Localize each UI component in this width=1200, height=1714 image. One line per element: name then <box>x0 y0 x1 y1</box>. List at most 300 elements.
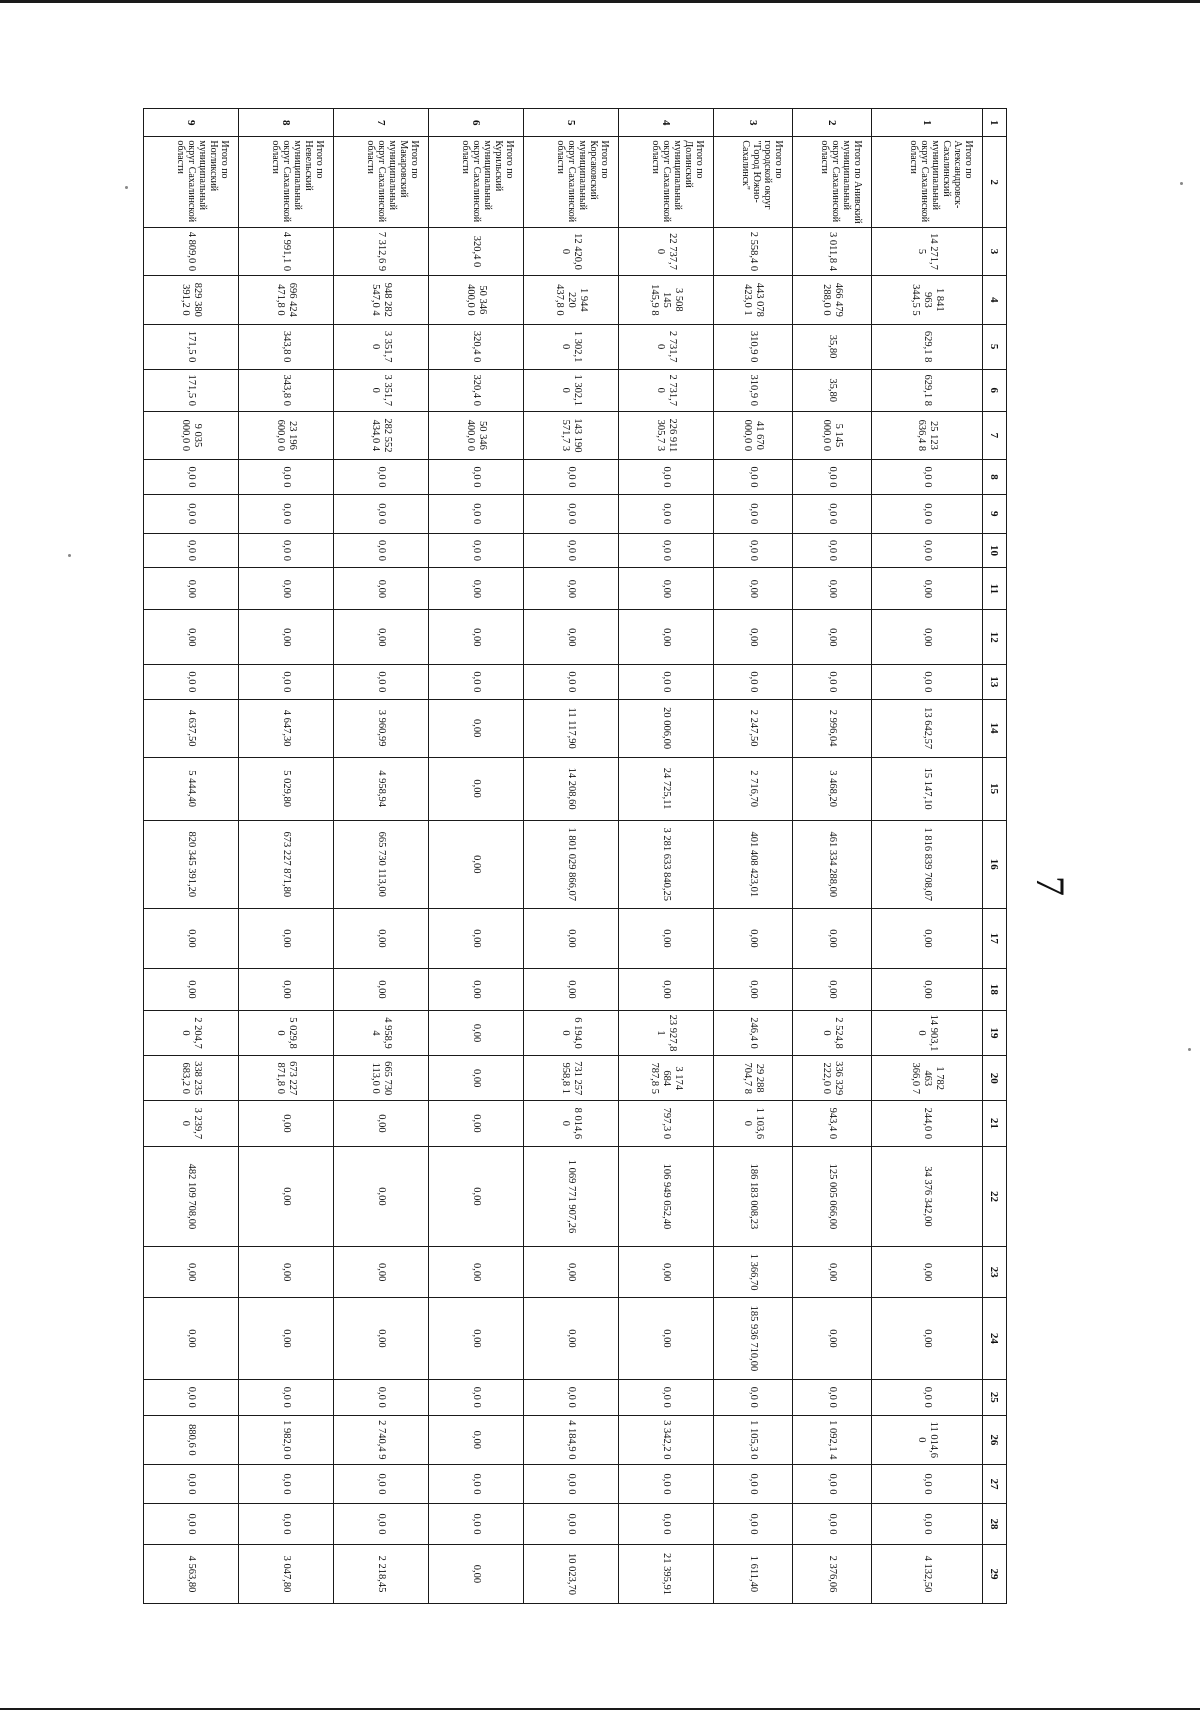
value-cell: 0,0 0 <box>239 460 334 495</box>
value-cell: 0,00 <box>333 568 428 610</box>
value-cell: 171,5 0 <box>144 369 239 411</box>
row-number-cell: 2 <box>792 109 871 137</box>
value-cell: 0,0 0 <box>713 1465 792 1504</box>
value-cell: 0,0 0 <box>523 1465 618 1504</box>
value-cell: 3 468,20 <box>792 757 871 820</box>
column-number-header: 23 <box>982 1247 1006 1297</box>
value-cell: 3 047,80 <box>239 1544 334 1603</box>
value-cell: 629,1 8 <box>871 369 982 411</box>
value-cell: 0,00 <box>871 968 982 1010</box>
value-cell: 0,00 <box>792 1297 871 1379</box>
value-cell: 0,00 <box>871 908 982 968</box>
value-cell: 1 982,0 0 <box>239 1415 334 1464</box>
municipality-name-cell: Итого по Долинский муниципальный округ Сахалинской области <box>618 137 713 227</box>
bottom-border-line <box>0 1708 1200 1710</box>
column-number-header: 27 <box>982 1465 1006 1504</box>
row-number-cell: 3 <box>713 109 792 137</box>
value-cell: 0,0 0 <box>333 460 428 495</box>
value-cell: 320,4 0 <box>428 227 523 275</box>
value-cell: 0,00 <box>871 610 982 665</box>
value-cell: 0,0 0 <box>871 1465 982 1504</box>
row-number-cell: 7 <box>333 109 428 137</box>
value-cell: 0,00 <box>239 568 334 610</box>
value-cell: 0,0 0 <box>333 533 428 568</box>
value-cell: 4 184,9 0 <box>523 1415 618 1464</box>
value-cell: 2 524,8 0 <box>792 1010 871 1055</box>
value-cell: 0,00 <box>523 1297 618 1379</box>
municipality-name-cell: Итого по Макаровский муниципальный округ Сахалинской области <box>333 137 428 227</box>
value-cell: 2 376,06 <box>792 1544 871 1603</box>
value-cell: 1 069 771 907,26 <box>523 1146 618 1247</box>
value-cell: 0,0 0 <box>618 1379 713 1415</box>
value-cell: 0,00 <box>792 908 871 968</box>
column-number-header: 10 <box>982 533 1006 568</box>
value-cell: 0,00 <box>523 908 618 968</box>
top-border-line <box>0 0 1200 3</box>
column-number-header: 5 <box>982 324 1006 369</box>
value-cell: 14 271,7 5 <box>871 227 982 275</box>
value-cell: 5 029,80 <box>239 757 334 820</box>
value-cell: 0,00 <box>428 1297 523 1379</box>
column-number-header: 16 <box>982 820 1006 908</box>
page-number: 7 <box>1028 876 1073 896</box>
value-cell: 0,0 0 <box>428 533 523 568</box>
value-cell: 0,00 <box>239 1247 334 1297</box>
table-row <box>333 109 428 1604</box>
value-cell: 696 424 471,8 0 <box>239 276 334 324</box>
value-cell: 0,0 0 <box>523 1503 618 1544</box>
value-cell: 0,0 0 <box>713 460 792 495</box>
value-cell: 0,0 0 <box>333 1465 428 1504</box>
value-cell: 4 958,94 <box>333 757 428 820</box>
column-number-header: 4 <box>982 276 1006 324</box>
value-cell: 0,00 <box>428 968 523 1010</box>
value-cell: 0,00 <box>333 968 428 1010</box>
value-cell: 0,0 0 <box>871 665 982 700</box>
column-number-header: 9 <box>982 494 1006 533</box>
value-cell: 0,0 0 <box>144 1503 239 1544</box>
value-cell: 0,00 <box>333 1146 428 1247</box>
value-cell: 0,00 <box>333 1297 428 1379</box>
value-cell: 482 109 708,00 <box>144 1146 239 1247</box>
value-cell: 0,0 0 <box>239 1503 334 1544</box>
row-number-cell: 9 <box>144 109 239 137</box>
value-cell: 2 731,7 0 <box>618 369 713 411</box>
value-cell: 29 288 704,7 8 <box>713 1056 792 1101</box>
value-cell: 3 239,7 0 <box>144 1101 239 1146</box>
value-cell: 0,0 0 <box>144 665 239 700</box>
column-number-header: 26 <box>982 1415 1006 1464</box>
value-cell: 0,00 <box>713 968 792 1010</box>
column-number-header: 28 <box>982 1503 1006 1544</box>
column-number-header: 8 <box>982 460 1006 495</box>
value-cell: 0,00 <box>144 968 239 1010</box>
value-cell: 4 958,9 4 <box>333 1010 428 1055</box>
header-row <box>982 109 1006 1604</box>
table-row <box>428 109 523 1604</box>
value-cell: 0,0 0 <box>333 1503 428 1544</box>
value-cell: 0,0 0 <box>239 1465 334 1504</box>
value-cell: 186 183 008,23 <box>713 1146 792 1247</box>
value-cell: 3 011,8 4 <box>792 227 871 275</box>
value-cell: 0,0 0 <box>428 460 523 495</box>
value-cell: 0,0 0 <box>792 1379 871 1415</box>
value-cell: 3 351,7 0 <box>333 324 428 369</box>
value-cell: 3 960,99 <box>333 699 428 757</box>
value-cell: 2 204,7 0 <box>144 1010 239 1055</box>
value-cell: 0,00 <box>144 610 239 665</box>
value-cell: 0,0 0 <box>144 494 239 533</box>
value-cell: 338 235 683,2 0 <box>144 1056 239 1101</box>
value-cell: 3 351,7 0 <box>333 369 428 411</box>
value-cell: 0,00 <box>239 1101 334 1146</box>
value-cell: 0,0 0 <box>239 533 334 568</box>
column-number-header: 3 <box>982 227 1006 275</box>
value-cell: 1 841 963 344,5 5 <box>871 276 982 324</box>
column-number-header: 12 <box>982 610 1006 665</box>
municipality-name-cell: Итого по Анивский муниципальный округ Сахалинской области <box>792 137 871 227</box>
value-cell: 731 257 958,8 1 <box>523 1056 618 1101</box>
value-cell: 880,6 0 <box>144 1415 239 1464</box>
table-row <box>871 109 982 1604</box>
value-cell: 0,00 <box>792 1247 871 1297</box>
value-cell: 0,00 <box>428 908 523 968</box>
value-cell: 320,4 0 <box>428 324 523 369</box>
value-cell: 1 105,3 0 <box>713 1415 792 1464</box>
value-cell: 0,00 <box>333 610 428 665</box>
value-cell: 0,00 <box>792 610 871 665</box>
value-cell: 3 281 633 840,25 <box>618 820 713 908</box>
value-cell: 4 637,50 <box>144 699 239 757</box>
value-cell: 11 117,90 <box>523 699 618 757</box>
value-cell: 143 190 571,7 3 <box>523 411 618 459</box>
value-cell: 0,0 0 <box>871 1503 982 1544</box>
table-row <box>713 109 792 1604</box>
value-cell: 4 991,1 0 <box>239 227 334 275</box>
table-row <box>144 109 239 1604</box>
table-row <box>239 109 334 1604</box>
value-cell: 0,00 <box>239 610 334 665</box>
value-cell: 0,0 0 <box>428 1379 523 1415</box>
value-cell: 0,0 0 <box>333 494 428 533</box>
value-cell: 629,1 8 <box>871 324 982 369</box>
column-number-header: 19 <box>982 1010 1006 1055</box>
value-cell: 0,0 0 <box>871 494 982 533</box>
rotated-table-frame <box>143 108 1007 1604</box>
value-cell: 6 194,0 0 <box>523 1010 618 1055</box>
column-number-header: 6 <box>982 369 1006 411</box>
value-cell: 466 479 288,0 0 <box>792 276 871 324</box>
value-cell: 0,00 <box>239 1146 334 1247</box>
column-number-header: 21 <box>982 1101 1006 1146</box>
value-cell: 0,0 0 <box>792 1503 871 1544</box>
value-cell: 0,0 0 <box>144 1465 239 1504</box>
value-cell: 50 346 400,0 0 <box>428 411 523 459</box>
value-cell: 0,0 0 <box>333 1379 428 1415</box>
value-cell: 0,0 0 <box>792 533 871 568</box>
value-cell: 0,00 <box>713 908 792 968</box>
value-cell: 0,0 0 <box>618 494 713 533</box>
value-cell: 443 078 423,0 1 <box>713 276 792 324</box>
value-cell: 0,00 <box>239 1297 334 1379</box>
table-row <box>618 109 713 1604</box>
table-container <box>143 108 1007 1604</box>
value-cell: 943,4 0 <box>792 1101 871 1146</box>
value-cell: 0,00 <box>523 968 618 1010</box>
value-cell: 0,00 <box>144 908 239 968</box>
value-cell: 3 508 145 145,9 8 <box>618 276 713 324</box>
value-cell: 0,00 <box>144 568 239 610</box>
value-cell: 0,0 0 <box>144 533 239 568</box>
column-number-header: 24 <box>982 1297 1006 1379</box>
municipality-name-cell: Итого по Невельский муниципальный округ Сахалинской области <box>239 137 334 227</box>
value-cell: 2 740,4 9 <box>333 1415 428 1464</box>
value-cell: 0,00 <box>871 1247 982 1297</box>
value-cell: 0,0 0 <box>523 494 618 533</box>
row-number-cell: 5 <box>523 109 618 137</box>
column-number-header: 1 <box>982 109 1006 137</box>
value-cell: 226 911 305,7 3 <box>618 411 713 459</box>
column-number-header: 18 <box>982 968 1006 1010</box>
value-cell: 0,0 0 <box>144 460 239 495</box>
value-cell: 0,0 0 <box>239 1379 334 1415</box>
value-cell: 4 132,50 <box>871 1544 982 1603</box>
value-cell: 185 936 710,00 <box>713 1297 792 1379</box>
value-cell: 13 642,57 <box>871 699 982 757</box>
value-cell: 35,80 <box>792 369 871 411</box>
value-cell: 343,8 0 <box>239 324 334 369</box>
value-cell: 0,0 0 <box>618 533 713 568</box>
value-cell: 8 014,6 0 <box>523 1101 618 1146</box>
municipality-name-cell: Итого по Корсаковский муниципальный округ Сахалинской области <box>523 137 618 227</box>
column-number-header: 22 <box>982 1146 1006 1247</box>
value-cell: 2 996,04 <box>792 699 871 757</box>
value-cell: 0,00 <box>239 908 334 968</box>
value-cell: 673 227 871,80 <box>239 820 334 908</box>
value-cell: 2 558,4 0 <box>713 227 792 275</box>
value-cell: 1 092,1 4 <box>792 1415 871 1464</box>
value-cell: 0,00 <box>144 1247 239 1297</box>
value-cell: 0,00 <box>428 1146 523 1247</box>
column-number-header: 11 <box>982 568 1006 610</box>
municipality-name-cell: Итого по Курильский муниципальный округ Сахалинской области <box>428 137 523 227</box>
value-cell: 14 903,1 0 <box>871 1010 982 1055</box>
column-number-header: 15 <box>982 757 1006 820</box>
value-cell: 797,3 0 <box>618 1101 713 1146</box>
value-cell: 0,00 <box>523 1247 618 1297</box>
value-cell: 3 174 684 787,8 5 <box>618 1056 713 1101</box>
table-row <box>792 109 871 1604</box>
value-cell: 0,0 0 <box>618 1503 713 1544</box>
column-number-header: 25 <box>982 1379 1006 1415</box>
value-cell: 1 302,1 0 <box>523 369 618 411</box>
value-cell: 0,0 0 <box>618 665 713 700</box>
value-cell: 0,0 0 <box>713 1379 792 1415</box>
row-number-cell: 8 <box>239 109 334 137</box>
value-cell: 0,00 <box>618 968 713 1010</box>
value-cell: 1 801 029 866,07 <box>523 820 618 908</box>
value-cell: 0,00 <box>523 610 618 665</box>
value-cell: 9 035 000,0 0 <box>144 411 239 459</box>
value-cell: 0,0 0 <box>713 1503 792 1544</box>
value-cell: 0,00 <box>428 610 523 665</box>
value-cell: 50 346 400,0 0 <box>428 276 523 324</box>
value-cell: 1 302,1 0 <box>523 324 618 369</box>
value-cell: 171,5 0 <box>144 324 239 369</box>
value-cell: 820 345 391,20 <box>144 820 239 908</box>
value-cell: 1 944 220 437,8 0 <box>523 276 618 324</box>
value-cell: 310,9 0 <box>713 369 792 411</box>
value-cell: 0,0 0 <box>871 533 982 568</box>
column-number-header: 14 <box>982 699 1006 757</box>
value-cell: 0,0 0 <box>618 1465 713 1504</box>
value-cell: 1 816 839 708,07 <box>871 820 982 908</box>
value-cell: 0,00 <box>792 968 871 1010</box>
value-cell: 0,00 <box>239 968 334 1010</box>
value-cell: 0,00 <box>428 568 523 610</box>
value-cell: 244,0 0 <box>871 1101 982 1146</box>
value-cell: 310,9 0 <box>713 324 792 369</box>
value-cell: 0,00 <box>333 1247 428 1297</box>
value-cell: 948 282 547,0 4 <box>333 276 428 324</box>
value-cell: 0,00 <box>871 568 982 610</box>
value-cell: 2 716,70 <box>713 757 792 820</box>
value-cell: 5 029,8 0 <box>239 1010 334 1055</box>
value-cell: 35,80 <box>792 324 871 369</box>
value-cell: 0,00 <box>618 1297 713 1379</box>
value-cell: 125 005 066,00 <box>792 1146 871 1247</box>
municipality-name-cell: Итого по городской округ "Город Южно-Сахалинск" <box>713 137 792 227</box>
value-cell: 0,00 <box>428 1415 523 1464</box>
value-cell: 12 420,0 0 <box>523 227 618 275</box>
value-cell: 0,00 <box>523 568 618 610</box>
value-cell: 7 312,6 9 <box>333 227 428 275</box>
value-cell: 0,0 0 <box>871 460 982 495</box>
municipality-name-cell: Итого по Ногликский муниципальный округ Сахалинской области <box>144 137 239 227</box>
value-cell: 0,00 <box>792 568 871 610</box>
value-cell: 0,0 0 <box>792 460 871 495</box>
value-cell: 343,8 0 <box>239 369 334 411</box>
value-cell: 0,0 0 <box>713 533 792 568</box>
value-cell: 4 563,80 <box>144 1544 239 1603</box>
value-cell: 0,00 <box>428 820 523 908</box>
value-cell: 41 670 000,0 0 <box>713 411 792 459</box>
value-cell: 23 196 600,0 0 <box>239 411 334 459</box>
value-cell: 25 123 636,4 8 <box>871 411 982 459</box>
value-cell: 246,4 0 <box>713 1010 792 1055</box>
value-cell: 0,0 0 <box>523 1379 618 1415</box>
value-cell: 0,00 <box>618 908 713 968</box>
value-cell: 282 552 434,0 4 <box>333 411 428 459</box>
value-cell: 10 023,70 <box>523 1544 618 1603</box>
value-cell: 673 227 871,8 0 <box>239 1056 334 1101</box>
value-cell: 0,00 <box>618 568 713 610</box>
scan-speck <box>1180 182 1183 185</box>
value-cell: 0,00 <box>428 1101 523 1146</box>
value-cell: 22 737,7 0 <box>618 227 713 275</box>
value-cell: 0,00 <box>428 1010 523 1055</box>
value-cell: 829 380 391,2 0 <box>144 276 239 324</box>
value-cell: 4 809,0 0 <box>144 227 239 275</box>
table-row <box>523 109 618 1604</box>
column-number-header: 29 <box>982 1544 1006 1603</box>
value-cell: 14 208,60 <box>523 757 618 820</box>
value-cell: 0,00 <box>144 1297 239 1379</box>
value-cell: 0,00 <box>428 1056 523 1101</box>
value-cell: 0,00 <box>333 908 428 968</box>
value-cell: 2 731,7 0 <box>618 324 713 369</box>
column-number-header: 20 <box>982 1056 1006 1101</box>
value-cell: 0,00 <box>618 610 713 665</box>
value-cell: 106 949 052,40 <box>618 1146 713 1247</box>
value-cell: 665 730 113,0 0 <box>333 1056 428 1101</box>
value-cell: 20 006,00 <box>618 699 713 757</box>
value-cell: 0,0 0 <box>333 665 428 700</box>
column-number-header: 7 <box>982 411 1006 459</box>
value-cell: 0,00 <box>618 1247 713 1297</box>
value-cell: 34 376 342,00 <box>871 1146 982 1247</box>
value-cell: 0,0 0 <box>792 494 871 533</box>
value-cell: 336 329 222,0 0 <box>792 1056 871 1101</box>
scan-speck <box>68 554 71 557</box>
table-body <box>144 109 1007 1604</box>
value-cell: 0,0 0 <box>792 1465 871 1504</box>
value-cell: 1 103,6 0 <box>713 1101 792 1146</box>
value-cell: 1 366,70 <box>713 1247 792 1297</box>
value-cell: 1 611,40 <box>713 1544 792 1603</box>
value-cell: 0,00 <box>871 1297 982 1379</box>
row-number-cell: 4 <box>618 109 713 137</box>
value-cell: 665 730 113,00 <box>333 820 428 908</box>
value-cell: 5 145 000,0 0 <box>792 411 871 459</box>
value-cell: 0,0 0 <box>792 665 871 700</box>
value-cell: 1 782 463 366,0 7 <box>871 1056 982 1101</box>
value-cell: 0,0 0 <box>523 533 618 568</box>
value-cell: 2 247,50 <box>713 699 792 757</box>
scan-speck <box>1188 1048 1191 1051</box>
value-cell: 320,4 0 <box>428 369 523 411</box>
column-number-header: 2 <box>982 137 1006 227</box>
value-cell: 0,00 <box>428 1544 523 1603</box>
scan-speck <box>125 186 128 189</box>
value-cell: 5 444,40 <box>144 757 239 820</box>
value-cell: 0,0 0 <box>428 665 523 700</box>
value-cell: 0,0 0 <box>618 460 713 495</box>
value-cell: 0,00 <box>713 610 792 665</box>
municipality-name-cell: Итого по Александровск-Сахалинский муниципальный округ Сахалинской области <box>871 137 982 227</box>
value-cell: 0,00 <box>713 568 792 610</box>
value-cell: 401 408 423,01 <box>713 820 792 908</box>
summary-table <box>143 108 1007 1604</box>
value-cell: 24 725,11 <box>618 757 713 820</box>
value-cell: 0,0 0 <box>713 494 792 533</box>
value-cell: 0,00 <box>333 1101 428 1146</box>
value-cell: 0,0 0 <box>428 1465 523 1504</box>
value-cell: 0,0 0 <box>239 665 334 700</box>
value-cell: 21 395,91 <box>618 1544 713 1603</box>
value-cell: 23 927,8 1 <box>618 1010 713 1055</box>
column-number-header: 17 <box>982 908 1006 968</box>
row-number-cell: 6 <box>428 109 523 137</box>
value-cell: 0,0 0 <box>144 1379 239 1415</box>
value-cell: 0,0 0 <box>523 665 618 700</box>
value-cell: 0,00 <box>428 757 523 820</box>
value-cell: 15 147,10 <box>871 757 982 820</box>
value-cell: 0,0 0 <box>523 460 618 495</box>
value-cell: 0,00 <box>428 1247 523 1297</box>
value-cell: 3 342,2 0 <box>618 1415 713 1464</box>
value-cell: 0,0 0 <box>713 665 792 700</box>
